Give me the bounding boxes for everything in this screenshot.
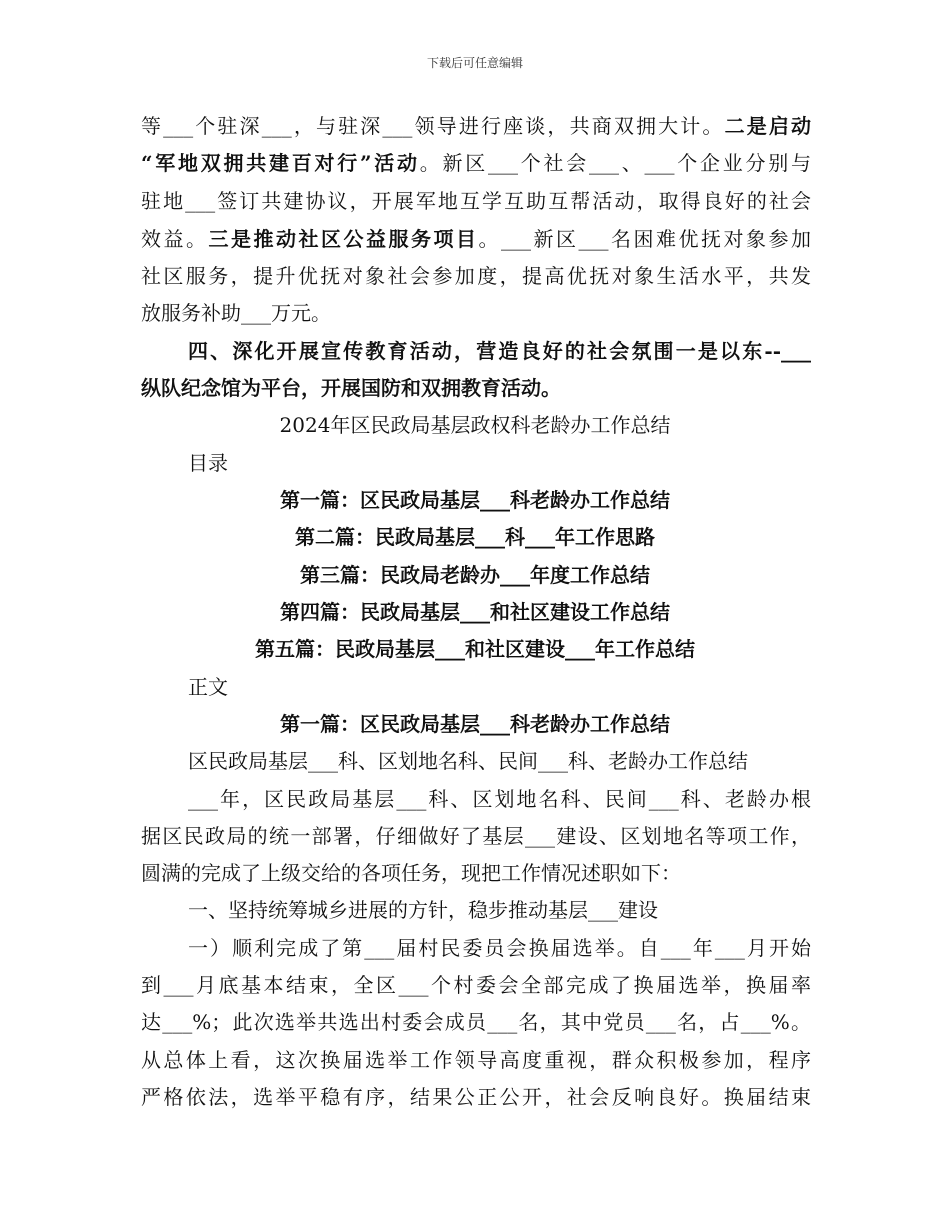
paragraph-line: 一）顺利完成了第___届村民委员会换届选举。自___年___月开始 <box>188 936 811 960</box>
paragraph-line <box>141 114 811 138</box>
paragraph-line: 达___%；此次选举共选出村委会成员___名，其中党员___名，占___%。 <box>141 1010 811 1034</box>
paragraph-line: 社区服务，提升优抚对象社会参加度，提高优抚对象生活水平，共发 <box>141 264 811 288</box>
bold-text-run: “军地双拥共建百对行”活动 <box>141 151 420 175</box>
paragraph-line: 圆满的完成了上级交给的各项任务，现把工作情况述职如下： <box>141 861 681 885</box>
text-run: 等___个驻深___，与驻深___领导进行座谈，共商双拥大计。 <box>141 114 725 138</box>
text-run: 。新区___个社会___、___个企业分别与 <box>419 151 812 175</box>
toc-item: 第三篇：民政局老龄办___年度工作总结 <box>300 563 650 587</box>
paragraph-line: 区民政局基层___科、区划地名科、民间___科、老龄办工作总结 <box>188 749 748 773</box>
page-header: 下载后可任意编辑 <box>426 56 523 70</box>
text-run: 。___新区___名困难优抚对象参加 <box>478 227 811 251</box>
paragraph-line: 从总体上看，这次换届选举工作领导高度重视，群众积极参加，程序 <box>141 1048 811 1072</box>
toc-item: 第一篇：区民政局基层___科老龄办工作总结 <box>280 488 670 512</box>
paragraph-line: 严格依法，选举平稳有序，结果公正公开，社会反响良好。换届结束 <box>141 1085 811 1109</box>
toc-item: 第二篇：民政局基层___科___年工作思路 <box>295 525 655 549</box>
paragraph-line: ___年，区民政局基层___科、区划地名科、民间___科、老龄办根 <box>188 787 811 811</box>
section-title: 第一篇：区民政局基层___科老龄办工作总结 <box>280 712 670 736</box>
bold-text-run: 二是启动 <box>724 114 812 138</box>
paragraph-line: 到___月底基本结束，全区___个村委会全部完成了换届选举，换届率 <box>141 973 811 997</box>
toc-item: 第五篇：民政局基层___和社区建设___年工作总结 <box>255 637 695 661</box>
paragraph-line: 驻地___签订共建协议，开展军地互学互助互帮活动，取得良好的社会 <box>141 189 811 213</box>
paragraph-line <box>141 227 811 251</box>
toc-item: 第四篇：民政局基层___和社区建设工作总结 <box>280 600 670 624</box>
document-title: 2024年区民政局基层政权科老龄办工作总结 <box>279 413 671 437</box>
paragraph-line: 据区民政局的统一部署，仔细做好了基层___建设、区划地名等项工作， <box>141 824 811 848</box>
bold-text-run: 三是推动社区公益服务项目 <box>208 227 479 251</box>
body-label: 正文 <box>188 675 228 699</box>
section-heading-4: 四、深化开展宣传教育活动，营造良好的社会氛围一是以东--___ <box>188 339 811 363</box>
text-run: 效益。 <box>141 227 209 251</box>
section-heading-4-cont: 纵队纪念馆为平台，开展国防和双拥教育活动。 <box>141 376 561 400</box>
paragraph-line <box>141 151 811 175</box>
paragraph-line: 一、坚持统筹城乡进展的方针，稳步推动基层___建设 <box>188 898 658 922</box>
toc-label: 目录 <box>188 451 228 475</box>
paragraph-line: 放服务补助___万元。 <box>141 301 331 325</box>
